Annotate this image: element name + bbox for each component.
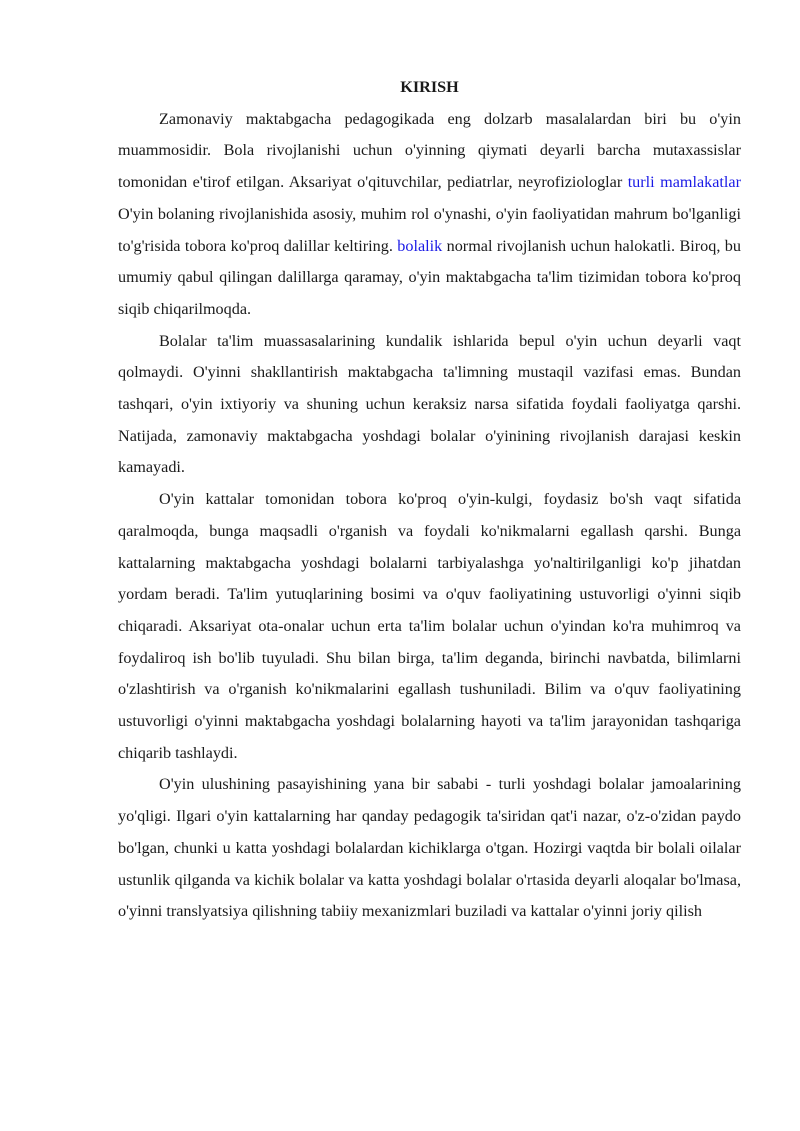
- document-body: [118, 72, 741, 928]
- paragraph-4: O'yin ulushining pasayishining yana bir sababi - turli yoshdagi bolalar jamoalarining yo'qligi. Ilgari o'yin kattalarning har qanday pedagogik ta'siridan qat'i nazar, o'z-o'zidan paydo bo'lgan, chunki u katta yoshdagi bolalardan kichiklarga o'tgan. Hozirgi vaqtda bir bolali oilalar ustunlik qilganda va kichik bolalar va katta yoshdagi bolalar o'rtasida deyarli aloqalar bo'lmasa, o'yinni translyatsiya qilishning tabiiy mexanizmlari buziladi va kattalar o'yinni joriy qilish: [118, 775, 741, 921]
- paragraph-1-text-a: Zamonaviy maktabgacha pedagogikada eng dolzarb masalalardan biri bu o'yin muammosidir. Bola rivojlanishi uchun o'yinning qiymati deyarli barcha mutaxassislar tomonidan e'tirof etilgan. Aksariyat o'qituvchilar, pediatrlar, neyrofiziologlar: [118, 109, 741, 192]
- paragraph-1-text-c: normal rivojlanish uchun halokatli. Biroq, bu umumiy qabul qilingan dalillarga qaramay, o'yin maktabgacha ta'lim tizimidan tobora ko'proq siqib chiqarilmoqda.: [118, 236, 741, 318]
- paragraph-3: O'yin kattalar tomonidan tobora ko'proq o'yin-kulgi, foydasiz bo'sh vaqt sifatida qaralmoqda, bunga maqsadli o'rganish va foydali ko'nikmalarni egallash qarshi. Bunga kattalarning maktabgacha yoshdagi bolalarni tarbiyalashga yo'naltirilganligi ko'p jihatdan yordam beradi. Ta'lim yutuqlarining bosimi va o'quv faoliyatining ustuvorligi o'yinni siqib chiqaradi. Aksariyat ota-onalar uchun erta ta'lim bolalar uchun o'yindan ko'ra muhimroq va foydaliroq ish bo'lib tuyuladi. Shu bilan birga, ta'lim deganda, birinchi navbatda, bilimlarni o'zlashtirish va o'rganish ko'nikmalarini egallash tushuniladi. Bilim va o'quv faoliyatining ustuvorligi o'yinni maktabgacha yoshdagi bolalarning hayoti va ta'lim jarayonidan tashqariga chiqarib tashlaydi.: [118, 490, 741, 762]
- paragraph-1: [118, 104, 741, 326]
- page-title: KIRISH: [400, 78, 459, 96]
- link-turli-mamlakatlar[interactable]: turli mamlakatlar: [627, 173, 742, 192]
- link-bolalik[interactable]: bolalik: [397, 236, 443, 255]
- paragraph-2: Bolalar ta'lim muassasalarining kundalik ishlarida bepul o'yin uchun deyarli vaqt qolmaydi. O'yinni shakllantirish maktabgacha ta'limning mustaqil vazifasi emas. Bundan tashqari, o'yin ixtiyoriy va shuning uchun keraksiz narsa sifatida foydali faoliyatga qarshi. Natijada, zamonaviy maktabgacha yoshdagi bolalar o'yinining rivojlanish darajasi keskin kamayadi.: [118, 331, 741, 477]
- paragraph-1-text-b: O'yin bolaning rivojlanishida asosiy, muhim rol o'ynashi, o'yin faoliyatidan mahrum bo'lganligi to'g'risida tobora ko'proq dalillar keltiring.: [118, 204, 741, 255]
